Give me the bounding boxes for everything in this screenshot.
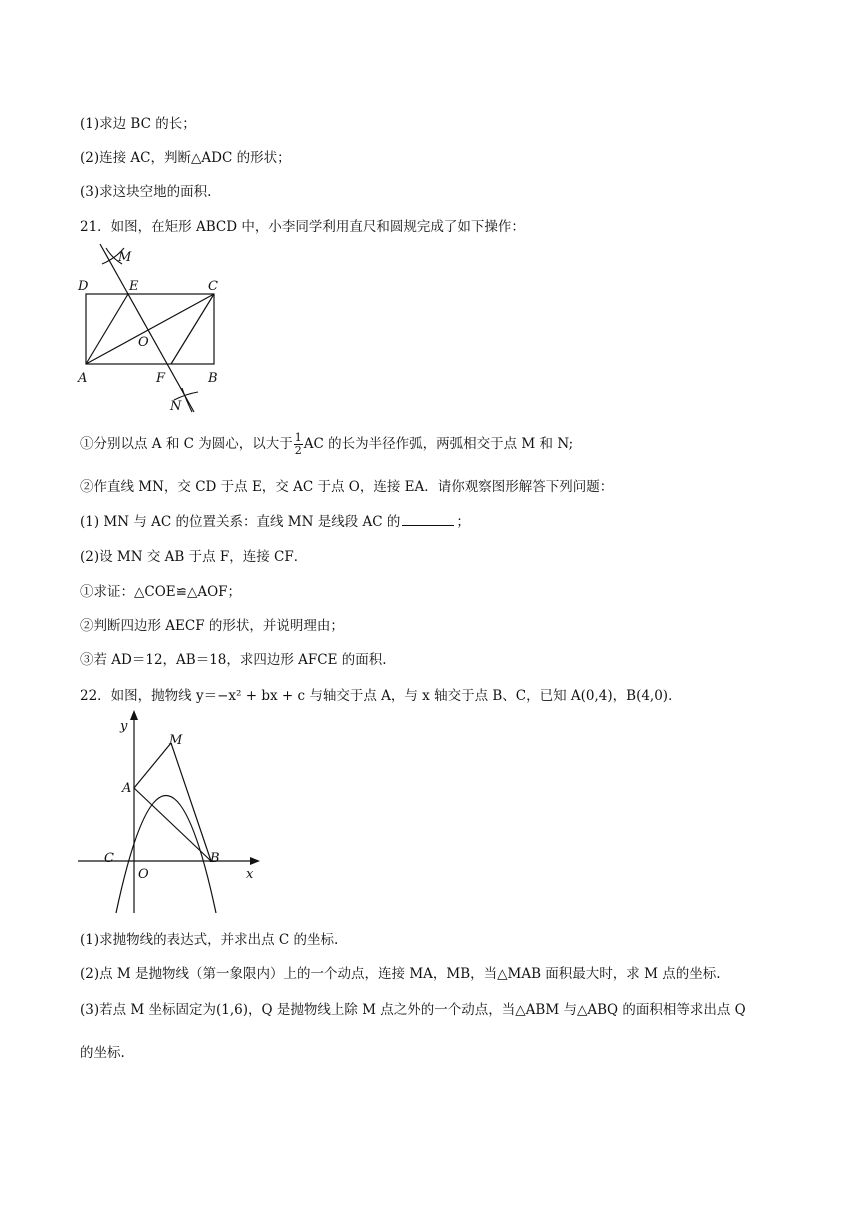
q22-figure bbox=[74, 708, 264, 918]
segment-ae bbox=[86, 294, 128, 364]
label-m: M bbox=[118, 250, 132, 265]
segment-ac bbox=[86, 294, 214, 364]
q22-sub3-b: 的坐标. bbox=[80, 1045, 125, 1061]
q21-sub2-2: ②判断四边形 AECF 的形状，并说明理由； bbox=[80, 618, 344, 634]
label-o: O bbox=[138, 867, 149, 882]
segment-cf bbox=[171, 294, 214, 364]
q21-step2: ②作直线 MN，交 CD 于点 E，交 AC 于点 O，连接 EA．请你观察图形解答下列问题： bbox=[80, 479, 614, 495]
q21-step1 bbox=[80, 432, 573, 457]
q22-sub3-a: (3)若点 M 坐标固定为(1,6)，Q 是抛物线上除 M 点之外的一个动点，当△ABM 与△ABQ 的面积相等求出点 Q bbox=[80, 1002, 746, 1018]
q21-sub2-1: ①求证：△COE≌△AOF； bbox=[80, 584, 242, 600]
q21-figure bbox=[74, 240, 224, 420]
q21-sub2-3: ③若 AD＝12，AB＝18，求四边形 AFCE 的面积. bbox=[80, 652, 387, 668]
label-y: y bbox=[120, 719, 128, 734]
parabola bbox=[116, 796, 216, 914]
label-b: B bbox=[208, 371, 218, 386]
segment-ab bbox=[134, 788, 211, 861]
segment-am bbox=[134, 743, 171, 788]
q21-step1-a: ①分别以点 A 和 C 为圆心，以大于 bbox=[80, 436, 293, 452]
prev-q1: (1)求边 BC 的长； bbox=[80, 116, 196, 132]
label-f: F bbox=[156, 371, 166, 386]
prev-q3: (3)求这块空地的面积. bbox=[80, 184, 212, 200]
q21-intro: 21．如图，在矩形 ABCD 中，小李同学利用直尺和圆规完成了如下操作： bbox=[80, 219, 525, 235]
q21-sub2: (2)设 MN 交 AB 于点 F，连接 CF． bbox=[80, 549, 308, 565]
label-c: C bbox=[104, 851, 114, 866]
q21-step1-b: AC 的长为半径作弧，两弧相交于点 M 和 N; bbox=[303, 436, 574, 452]
answer-blank[interactable] bbox=[402, 513, 454, 526]
q21-sub1 bbox=[80, 510, 470, 530]
label-d: D bbox=[78, 279, 89, 294]
q21-sub1-b: ； bbox=[456, 514, 470, 530]
arc-n2 bbox=[182, 388, 192, 412]
label-e: E bbox=[129, 279, 139, 294]
label-b: B bbox=[210, 851, 220, 866]
q22-sub1: (1)求抛物线的表达式，并求出点 C 的坐标. bbox=[80, 932, 339, 948]
prev-q2: (2)连接 AC，判断△ADC 的形状； bbox=[80, 150, 291, 166]
label-m: M bbox=[169, 733, 183, 748]
x-axis-arrow bbox=[250, 857, 260, 865]
label-o: O bbox=[138, 335, 149, 350]
label-a: A bbox=[122, 781, 132, 796]
line-mn bbox=[100, 244, 194, 412]
fraction-numerator: 1 bbox=[294, 431, 302, 444]
q21-sub1-a: (1) MN 与 AC 的位置关系：直线 MN 是线段 AC 的 bbox=[80, 514, 401, 530]
segment-mb bbox=[171, 743, 211, 861]
q22-sub2: (2)点 M 是抛物线（第一象限内）上的一个动点，连接 MA，MB，当△MAB 面积最大时，求 M 点的坐标. bbox=[80, 966, 721, 982]
label-x: x bbox=[246, 867, 254, 882]
fraction-denominator: 2 bbox=[294, 444, 302, 457]
y-axis-arrow bbox=[130, 710, 138, 720]
fraction-half bbox=[294, 432, 303, 457]
q22-intro: 22．如图，抛物线 y＝−x² + bx + c 与轴交于点 A，与 x 轴交于点 B、C，已知 A(0,4)，B(4,0)． bbox=[80, 688, 682, 704]
label-n: N bbox=[170, 399, 182, 414]
label-a: A bbox=[78, 371, 88, 386]
label-c: C bbox=[208, 279, 218, 294]
